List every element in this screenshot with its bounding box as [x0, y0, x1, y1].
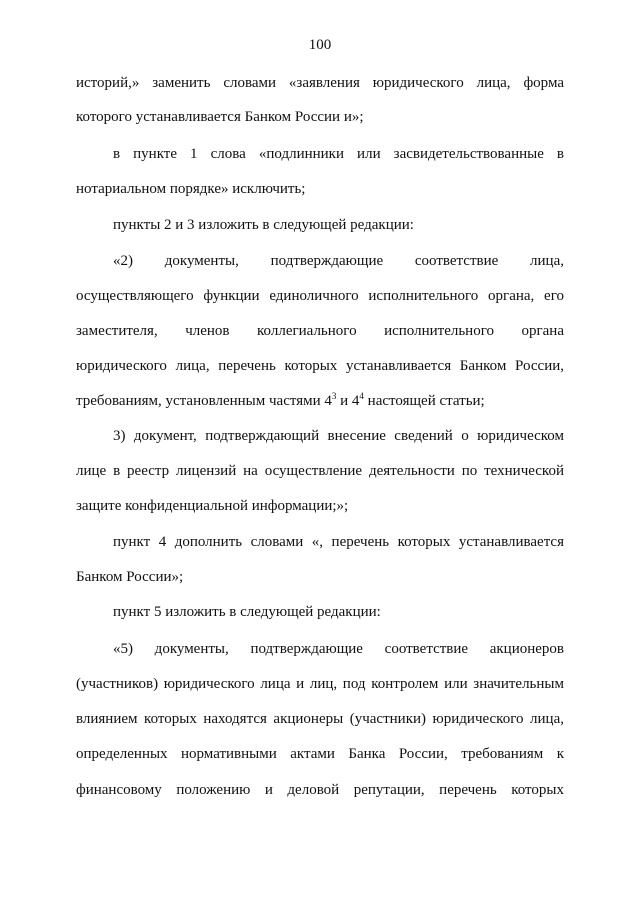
- text-line: защите конфиденциальной информации;»;: [76, 498, 349, 514]
- text-line: нотариальном порядке» исключить;: [76, 181, 306, 197]
- page-number: 100: [308, 37, 332, 53]
- text-line: осуществляющего функции единоличного исполнительного органа, его: [76, 288, 564, 304]
- text-line: (участников) юридического лица и лиц, под контролем или значительным: [76, 676, 564, 692]
- text-line: юридического лица, перечень которых устанавливается Банком России,: [76, 358, 564, 374]
- text-line: заместителя, членов коллегиального исполнительного органа: [76, 323, 564, 339]
- text-line: пункт 4 дополнить словами «, перечень которых устанавливается: [113, 534, 564, 550]
- text-line: «5) документы, подтверждающие соответствие акционеров: [113, 641, 564, 657]
- superscript: 3: [331, 391, 337, 401]
- text-line: в пункте 1 слова «подлинники или засвидетельствованные в: [113, 146, 564, 162]
- text-line: 3) документ, подтверждающий внесение сведений о юридическом: [113, 428, 564, 444]
- text-line: влиянием которых находятся акционеры (участники) юридического лица,: [76, 711, 564, 727]
- text-line: пункты 2 и 3 изложить в следующей редакции:: [113, 217, 414, 233]
- text-line: которого устанавливается Банком России и»;: [76, 109, 364, 125]
- text-line-with-superscripts: [76, 392, 485, 410]
- text-fragment: настоящей статьи;: [363, 393, 485, 409]
- text-fragment: требованиям, установленным частями 4: [76, 393, 332, 409]
- superscript: 4: [359, 391, 364, 401]
- text-line: финансовому положению и деловой репутации, перечень которых: [76, 782, 564, 798]
- text-line: Банком России»;: [76, 569, 184, 585]
- text-line: «2) документы, подтверждающие соответствие лица,: [113, 253, 564, 269]
- text-fragment: и 4: [336, 393, 360, 409]
- text-line: определенных нормативными актами Банка России, требованиям к: [76, 746, 564, 762]
- text-line: пункт 5 изложить в следующей редакции:: [113, 604, 381, 620]
- text-line: историй,» заменить словами «заявления юридического лица, форма: [76, 75, 564, 91]
- text-line: лице в реестр лицензий на осуществление деятельности по технической: [76, 463, 564, 479]
